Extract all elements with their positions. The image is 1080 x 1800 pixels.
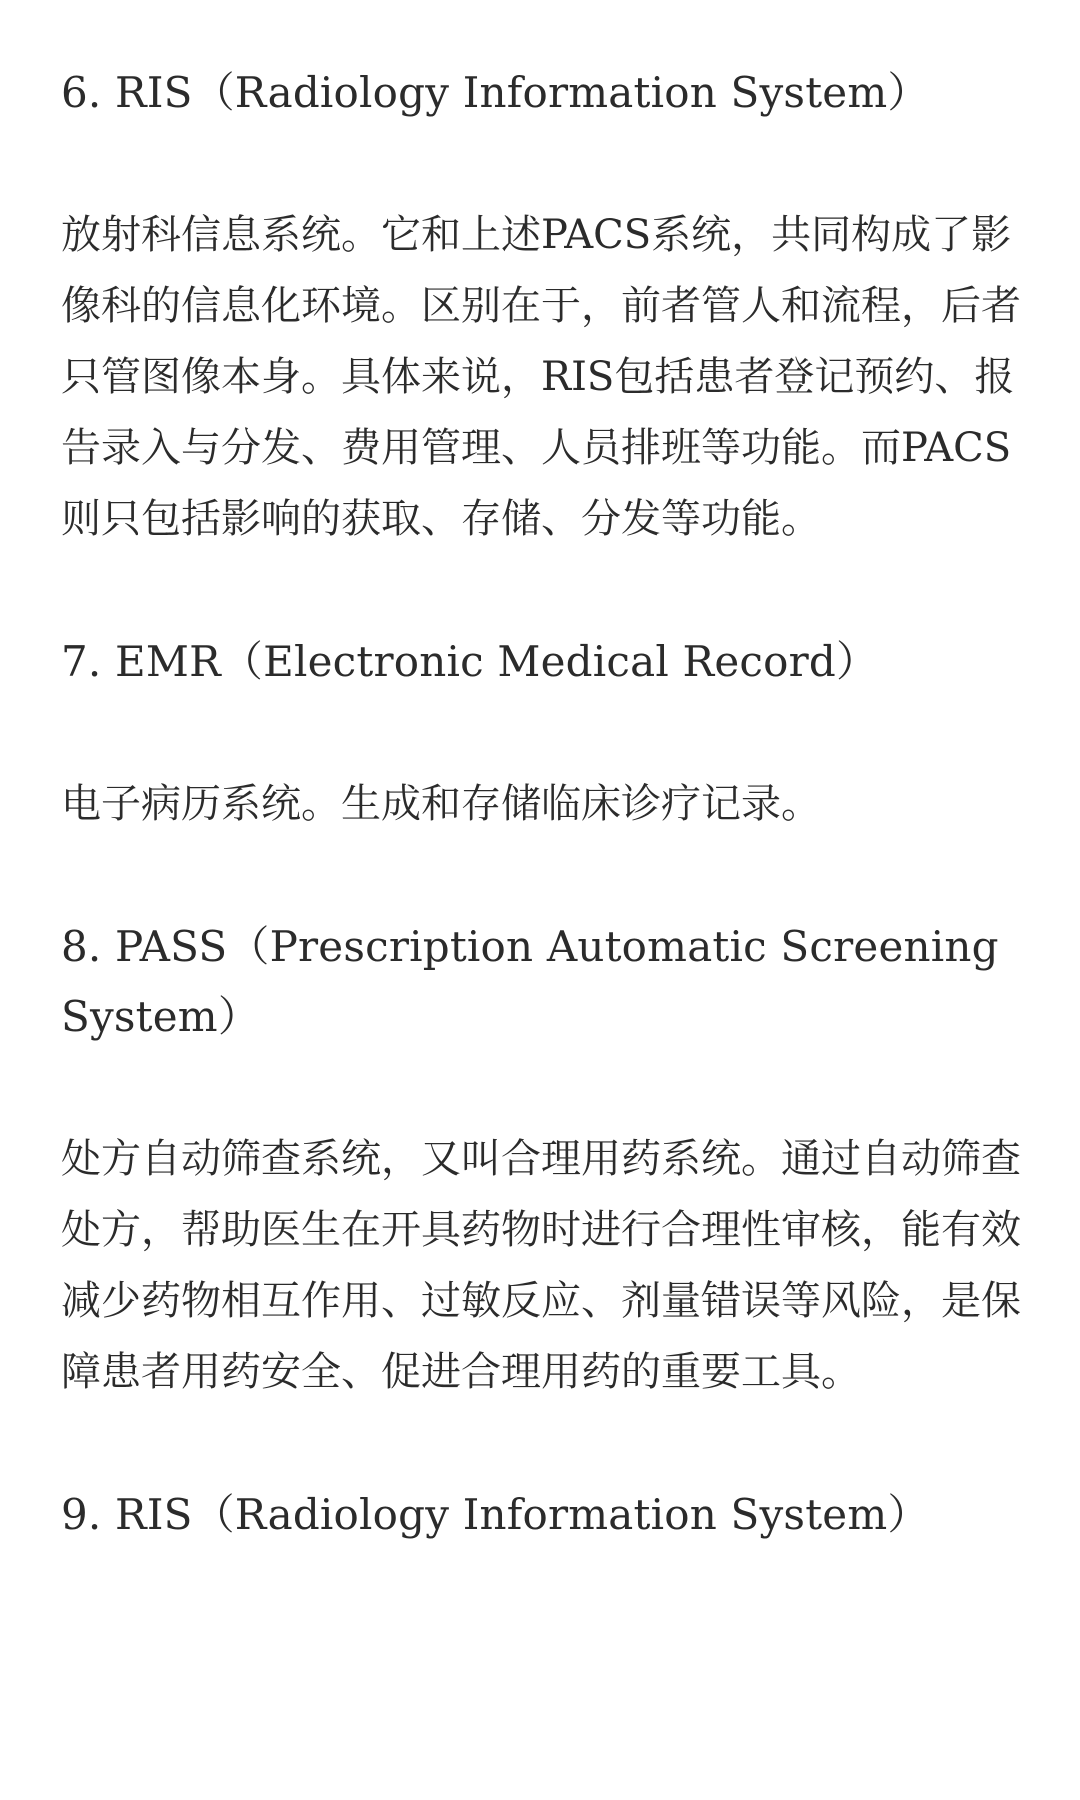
section-paragraph-pass: 处方自动筛查系统，又叫合理用药系统。通过自动筛查处方，帮助医生在开具药物时进行合理性审核，能有效减少药物相互作用、过敏反应、剂量错误等风险，是保障患者用药安全、促进合理用药的重要工具。: [61, 1136, 1021, 1395]
section-heading-ris-2: 9. RIS（Radiology Information System）: [61, 1490, 930, 1539]
section-paragraph-emr: 电子病历系统。生成和存储临床诊疗记录。: [61, 781, 821, 827]
article-body: [61, 58, 1021, 1550]
section-paragraph-ris: 放射科信息系统。它和上述PACS系统，共同构成了影像科的信息化环境。区别在于，前者管人和流程，后者只管图像本身。具体来说，RIS包括患者登记预约、报告录入与分发、费用管理、人员排班等功能。而PACS则只包括影响的获取、存储、分发等功能。: [61, 212, 1021, 542]
section-heading-pass: 8. PASS（Prescription Automatic Screening System）: [61, 922, 999, 1041]
section-heading-ris: 6. RIS（Radiology Information System）: [61, 68, 930, 117]
section-heading-emr: 7. EMR（Electronic Medical Record）: [61, 637, 879, 686]
